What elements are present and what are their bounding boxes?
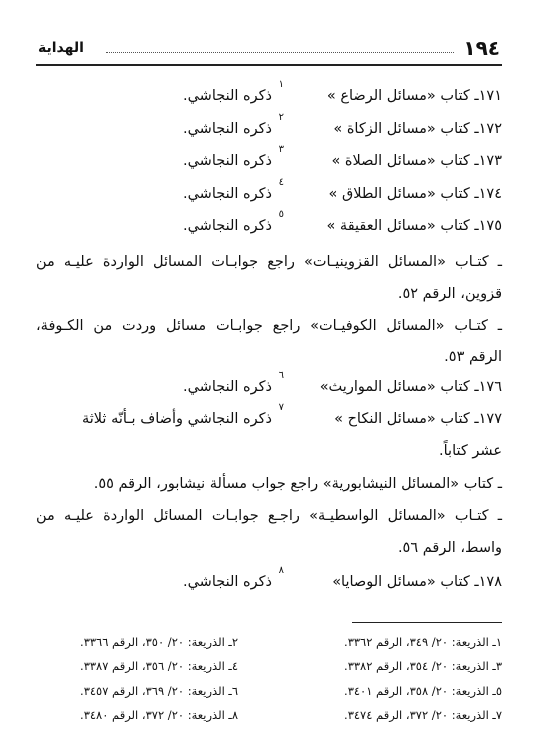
page-header xyxy=(36,34,502,66)
footnote-marker: ٦ xyxy=(278,370,284,381)
entry-title: ١٧٥ـ كتاب «مسائل العقيقة » xyxy=(326,218,502,234)
running-title: الهداية xyxy=(38,40,84,56)
footnote-marker: ١ xyxy=(278,79,284,90)
ref-qazwin-line-2: قزوين، الرقم ٥٢. xyxy=(397,286,502,302)
entry-note: ذكره النجاشي. xyxy=(182,218,272,234)
entry-title: ١٧٧ـ كتاب «مسائل النكاح » xyxy=(334,411,502,427)
footnote-2: ٢ـ الذريعة: ٢٠/ ٣٥٠، الرقم ٣٣٦٦. xyxy=(80,635,238,649)
ref-kufa-line-1: ـ كتـاب «المسائل الكوفيـات» راجع جوابـات مسائل وردت من الكـوفة، xyxy=(36,318,502,334)
footnote-6: ٦ـ الذريعة: ٢٠/ ٣٦٩، الرقم ٣٤٥٧. xyxy=(80,684,238,698)
header-dotted-leader xyxy=(106,52,454,53)
entry-note: ذكره النجاشي. xyxy=(182,153,272,169)
entry-note: ذكره النجاشي. xyxy=(182,121,272,137)
entry-177-continuation: عشر كتاباً. xyxy=(439,443,502,459)
entry-note: ذكره النجاشي وأضاف بـأنّه ثلاثة xyxy=(81,411,272,427)
footnote-marker: ٨ xyxy=(278,565,284,576)
ref-wasit-line-1: ـ كتـاب «المسائل الواسطيـة» راجـع جوابـات المسائل الواردة عليـه من xyxy=(36,508,502,524)
entry-title: ١٧٢ـ كتاب «مسائل الزكاة » xyxy=(333,121,502,137)
ref-wasit-line-2: واسط، الرقم ٥٦. xyxy=(397,540,502,556)
footnote-7: ٧ـ الذريعة: ٢٠/ ٣٧٢، الرقم ٣٤٧٤. xyxy=(344,708,502,722)
ref-qazwin-line-1: ـ كتـاب «المسائل القزوينيـات» راجع جوابـات المسائل الواردة عليـه من xyxy=(36,254,502,270)
entry-note: ذكره النجاشي. xyxy=(182,379,272,395)
footnote-1: ١ـ الذريعة: ٢٠/ ٣٤٩، الرقم ٣٣٦٢. xyxy=(344,635,502,649)
footnote-8: ٨ـ الذريعة: ٢٠/ ٣٧٢، الرقم ٣٤٨٠. xyxy=(80,708,238,722)
footnote-separator xyxy=(352,622,502,623)
footnote-marker: ٧ xyxy=(278,402,284,413)
entry-title: ١٧٣ـ كتاب «مسائل الصلاة » xyxy=(331,153,502,169)
entry-title: ١٧٤ـ كتاب «مسائل الطلاق » xyxy=(328,186,502,202)
footnote-marker: ٤ xyxy=(278,177,284,188)
footnote-3: ٣ـ الذريعة: ٢٠/ ٣٥٤، الرقم ٣٣٨٢. xyxy=(344,659,502,673)
page-number: ١٩٤ xyxy=(463,36,500,60)
footnote-marker: ٣ xyxy=(278,144,284,155)
entry-title: ١٧٨ـ كتاب «مسائل الوصايا» xyxy=(332,574,502,590)
footnote-marker: ٥ xyxy=(278,209,284,220)
footnote-4: ٤ـ الذريعة: ٢٠/ ٣٥٦، الرقم ٣٣٨٧. xyxy=(80,659,238,673)
entry-note: ذكره النجاشي. xyxy=(182,186,272,202)
entry-note: ذكره النجاشي. xyxy=(182,88,272,104)
footnote-marker: ٢ xyxy=(278,112,284,123)
footnote-5: ٥ـ الذريعة: ٢٠/ ٣٥٨، الرقم ٣٤٠١. xyxy=(344,684,502,698)
ref-nishabur: ـ كتاب «المسائل النيشابورية» راجع جواب مسألة نيشابور، الرقم ٥٥. xyxy=(93,476,502,492)
entry-note: ذكره النجاشي. xyxy=(182,574,272,590)
entry-title: ١٧٦ـ كتاب «مسائل المواريث» xyxy=(319,379,502,395)
entry-title: ١٧١ـ كتاب «مسائل الرضاع » xyxy=(326,88,502,104)
ref-kufa-line-2: الرقم ٥٣. xyxy=(444,349,502,365)
